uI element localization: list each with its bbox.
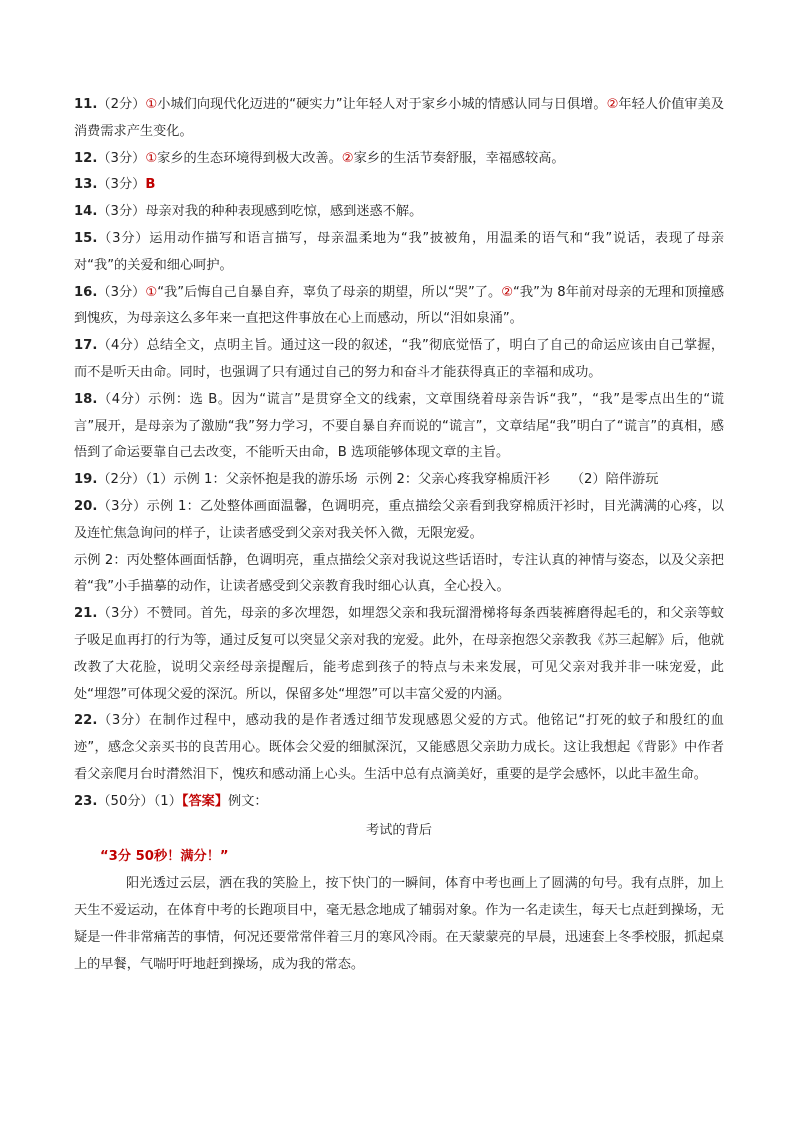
answer-18 (74, 387, 724, 467)
question-number: 11. (74, 97, 98, 112)
answer-16 (74, 280, 724, 334)
score: （4分） (97, 338, 147, 354)
question-number: 13. (74, 177, 98, 193)
answer-20 (74, 494, 724, 548)
question-number: 12. (74, 150, 98, 166)
question-number: 21. (74, 606, 98, 622)
question-number: 18. (74, 391, 98, 407)
answer-tag: 【答案】 (181, 793, 229, 809)
answer-page (74, 92, 724, 978)
answer-text: 运用动作描写和语言描写，母亲温柔地为“我”披被角，用温柔的语气和“我”说话，表现了母亲对“我”的关爱和细心呵护。 (74, 230, 725, 273)
answer-text: 示例 1：乙处整体画面温馨，色调明亮，重点描绘父亲看到我穿棉质汗衫时，目光满满的心疼，以及连忙焦急询问的样子，让读者感受到父亲对我关怀入微，无限宠爱。 (74, 498, 724, 541)
question-number: 15. (74, 230, 98, 246)
answer-21 (74, 601, 724, 708)
answer-lead: 例文： (228, 793, 268, 809)
answer-23 (74, 789, 724, 816)
score: （3分） (97, 498, 147, 514)
answer-19 (74, 467, 724, 494)
score: （50分） (97, 793, 154, 809)
answer-text: 母亲对我的种种表现感到吃惊，感到迷惑不解。 (145, 204, 423, 220)
answer-text: 小城们向现代化迈进的“硬实力”让年轻人对于家乡小城的情感认同与日俱增。 (157, 97, 607, 112)
essay-quote: “3分 50秒！满分！” (100, 849, 229, 865)
answer-text: 示例：选 B。因为“谎言”是贯穿全文的线索，文章围绕着母亲告诉“我”，“我”是零点出生的“谎言”展开，是母亲为了激励“我”努力学习，不要自暴自弃而说的“谎言”，文章结尾“我”明白了“谎言”的真相，感悟到了命运要靠自己去改变，不能听天由命，B 选项能够体现文章的主旨。 (74, 391, 724, 461)
question-number: 17. (74, 338, 98, 354)
score: （3分） (97, 284, 146, 300)
answer-text: “我”后悔自己自暴自弃，辜负了母亲的期望，所以“哭”了。 (157, 284, 502, 300)
answer-text: 年轻人价值审美及消费需求产生变化。 (74, 97, 725, 139)
score: （2分） (97, 97, 146, 112)
marker-2: ② (501, 284, 514, 300)
score: （3分） (97, 150, 146, 166)
question-number: 16. (74, 284, 98, 300)
answer-20-example-2 (74, 548, 724, 602)
essay-paragraph: 阳光透过云层，洒在我的笑脸上，按下快门的一瞬间，体育中考也画上了圆满的句号。我有点胖，加上天生不爱运动，在体育中考的长跑项目中，毫无悬念地成了辅弱对象。作为一名走读生，每天七点赶到操场，无疑是一件非常痛苦的事情，何况还要常常伴着三月的寒风冷雨。在天蒙蒙亮的早晨，迅速套上冬季校服，抓起桌上的早餐，气喘吁吁地赶到操场，成为我的常态。 (74, 876, 724, 972)
answer-text: （1）示例 1：父亲怀抱是我的游乐场 示例 2：父亲心疼我穿棉质汗衫 （2）陪伴游玩 (145, 472, 659, 488)
score: （3分） (97, 606, 147, 622)
answer-text: 家乡的生态环境得到极大改善。 (157, 150, 342, 166)
marker-1: ① (145, 150, 158, 166)
answer-text: 家乡的生活节奏舒服，幸福感较高。 (353, 150, 565, 166)
answer-choice: B (145, 177, 156, 193)
answer-17 (74, 333, 724, 387)
answer-12 (74, 146, 724, 173)
marker-1: ① (145, 97, 158, 112)
question-number: 20. (74, 498, 98, 514)
answer-text: “我”为 8年前对母亲的无理和顶撞感到愧疚，为母亲这么多年来一直把这件事放在心上而感动，所以“泪如泉涌”。 (74, 284, 725, 327)
answer-text: 不赞同。首先，母亲的多次埋怨，如埋怨父亲和我玩溜滑梯将每条西装裤磨得起毛的，和父亲等蚊子吸足血再打的行为等，通过反复可以突显父亲对我的宠爱。此外，在母亲抱怨父亲教我《苏三起解》后，他就改教了大花脸，说明父亲经母亲提醒后，能考虑到孩子的特点与未来发展，可见父亲对我并非一味宠爱，此处“埋怨”可体现父爱的深沉。所以，保留多处“埋怨”可以丰富父爱的内涵。 (74, 606, 724, 702)
marker-2: ② (606, 97, 619, 112)
question-number: 14. (74, 204, 98, 220)
answer-11 (74, 92, 724, 146)
answer-text: 在制作过程中，感动我的是作者透过细节发现感恩父爱的方式。他铭记“打死的蚊子和殷红的血迹”，感念父亲买书的良苦用心。既体会父爱的细腻深沉，又能感恩父亲助力成长。这让我想起《背影》中作者看父亲爬月台时潸然泪下，愧疚和感动涌上心头。生活中总有点滴美好，重要的是学会感怀，以此丰盈生命。 (74, 713, 724, 782)
score: （3分） (97, 713, 149, 729)
answer-14 (74, 199, 724, 226)
score: （3分） (97, 230, 150, 246)
answer-22 (74, 708, 724, 788)
question-number: 23. (74, 793, 98, 809)
essay-title: 考试的背后 (366, 822, 432, 838)
answer-15 (74, 226, 724, 280)
score: （2分） (97, 472, 146, 488)
answer-text: 示例 2：丙处整体画面恬静，色调明亮，重点描绘父亲对我说这些话语时，专注认真的神情与姿态，以及父亲把着“我”小手描摹的动作，让读者感受到父亲教育我时细心认真，全心投入。 (74, 552, 724, 595)
question-number: 19. (74, 472, 98, 488)
question-number: 22. (74, 713, 98, 729)
answer-text: 总结全文，点明主旨。通过这一段的叙述，“我”彻底觉悟了，明白了自己的命运应该由自己掌握，而不是听天由命。同时，也强调了只有通过自己的努力和奋斗才能获得真正的幸福和成功。 (74, 338, 725, 380)
part-label: （1） (153, 793, 182, 809)
score: （4分） (97, 391, 149, 407)
score: （3分） (97, 204, 146, 220)
marker-2: ② (341, 150, 354, 166)
score: （3分） (97, 177, 146, 193)
answer-13 (74, 172, 724, 199)
marker-1: ① (145, 284, 158, 300)
